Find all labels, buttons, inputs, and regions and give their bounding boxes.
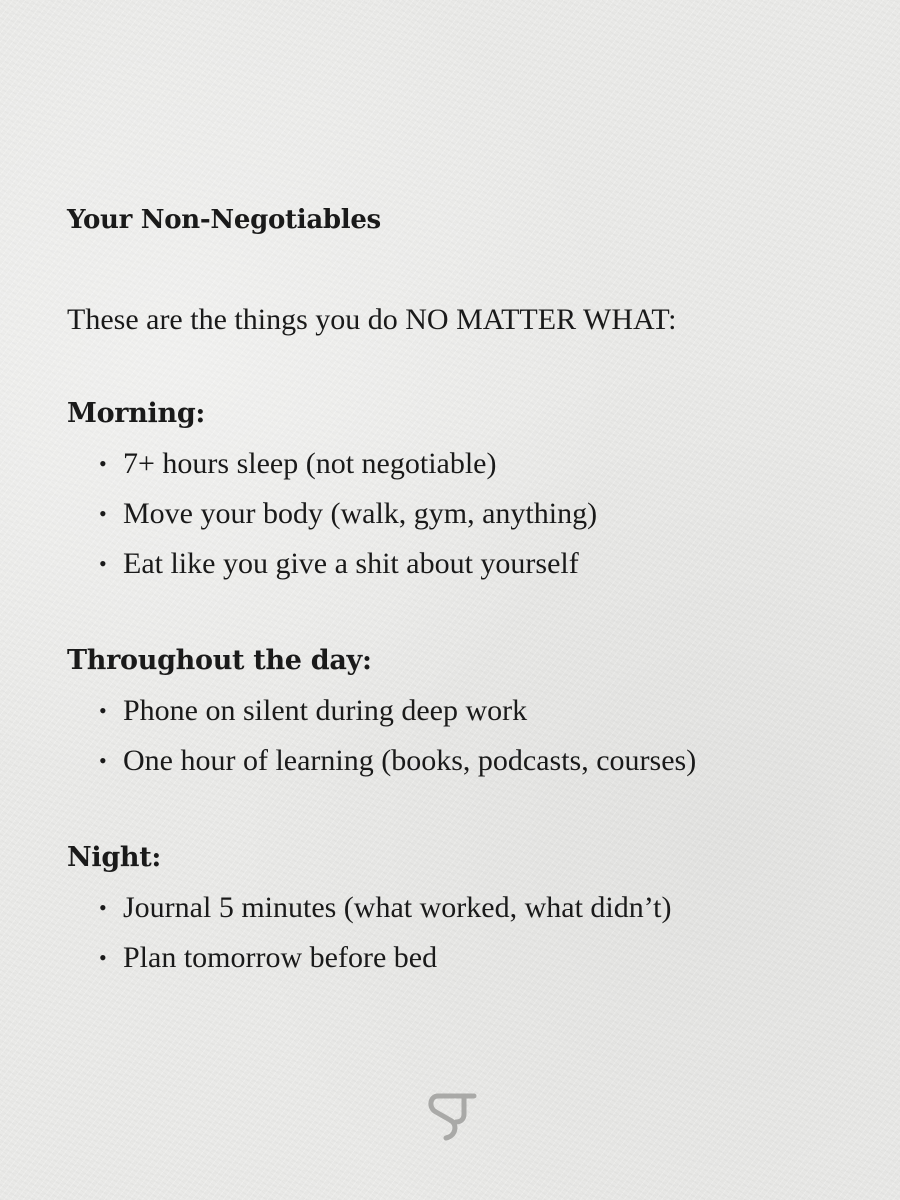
list-item	[67, 439, 867, 489]
list-item-text: Journal 5 minutes (what worked, what didn’t)	[123, 891, 672, 924]
section-heading: Throughout the day:	[67, 645, 372, 676]
section-night	[67, 836, 867, 983]
section-throughout-the-day	[67, 639, 867, 786]
bullet-icon: •	[99, 501, 107, 526]
section-heading: Night:	[67, 842, 162, 873]
list-item-text: Move your body (walk, gym, anything)	[123, 497, 598, 530]
section-heading: Morning:	[67, 398, 206, 429]
page-title: Your Non-Negotiables	[67, 205, 381, 235]
bullet-icon: •	[99, 551, 107, 576]
bullet-list	[67, 883, 867, 983]
list-item	[67, 686, 867, 736]
bullet-icon: •	[99, 945, 107, 970]
logo-strokes	[431, 1096, 474, 1138]
bullet-list	[67, 439, 867, 589]
brand-monogram-icon	[424, 1090, 478, 1146]
list-item	[67, 736, 867, 786]
list-item-text: Eat like you give a shit about yourself	[123, 547, 579, 580]
bullet-icon: •	[99, 698, 107, 723]
list-item-text: Plan tomorrow before bed	[123, 941, 438, 974]
bullet-icon: •	[99, 748, 107, 773]
bullet-list	[67, 686, 867, 786]
bullet-icon: •	[99, 895, 107, 920]
intro-text: These are the things you do NO MATTER WHAT:	[67, 303, 677, 336]
list-item-text: 7+ hours sleep (not negotiable)	[123, 447, 497, 480]
document-page	[67, 198, 867, 983]
list-item	[67, 933, 867, 983]
list-item	[67, 489, 867, 539]
bullet-icon: •	[99, 451, 107, 476]
list-item-text: Phone on silent during deep work	[123, 694, 528, 727]
list-item-text: One hour of learning (books, podcasts, courses)	[123, 744, 697, 777]
section-morning	[67, 392, 867, 589]
list-item	[67, 883, 867, 933]
list-item	[67, 539, 867, 589]
